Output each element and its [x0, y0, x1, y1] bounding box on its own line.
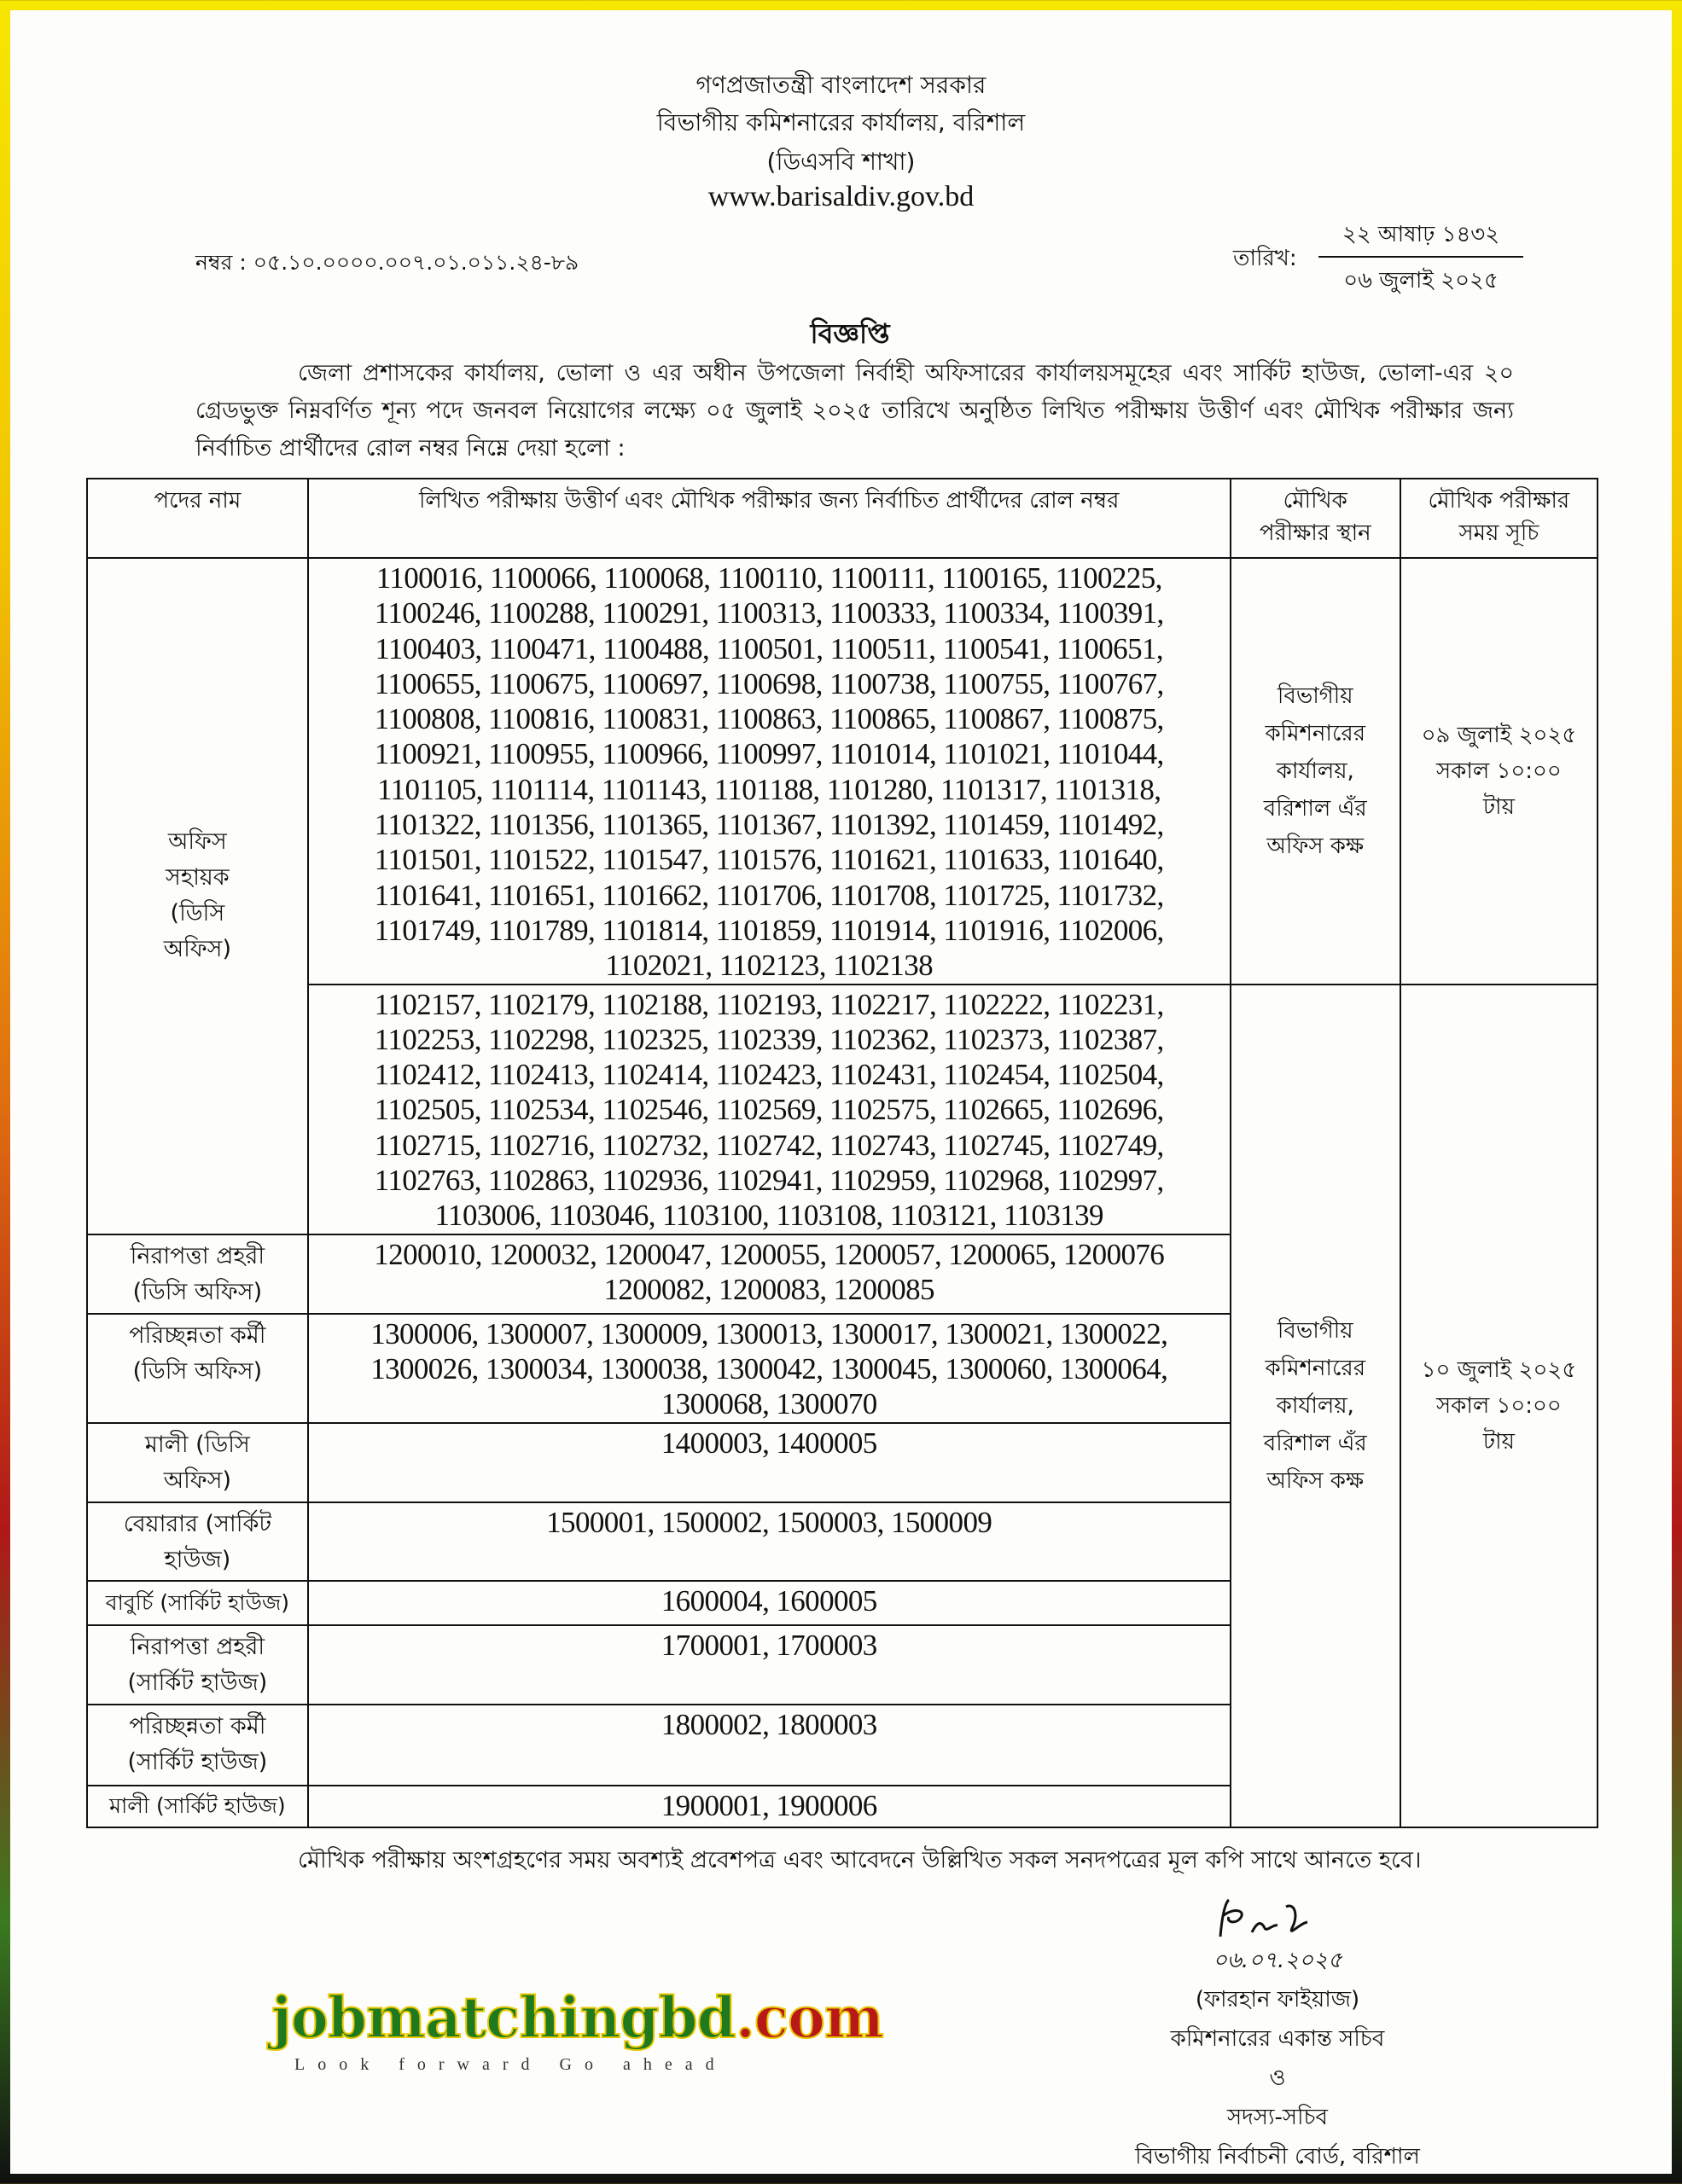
- roll-line: 1102505, 1102534, 1102546, 1102569, 1102575, 1102665, 1102696,: [374, 1093, 1164, 1127]
- roll-line: 1300006, 1300007, 1300009, 1300013, 1300017, 1300021, 1300022,: [370, 1316, 1168, 1350]
- roll-line: 1101641, 1101651, 1101662, 1101706, 1101708, 1101725, 1101732,: [374, 878, 1164, 912]
- roll-line: 1100655, 1100675, 1100697, 1100698, 1100738, 1100755, 1100767,: [374, 666, 1164, 700]
- roll-line: 1101501, 1101522, 1101547, 1101576, 1101621, 1101633, 1101640,: [374, 843, 1164, 877]
- roll-line: 1200082, 1200083, 1200085: [603, 1272, 934, 1306]
- roll-line: 1101749, 1101789, 1101814, 1101859, 1101914, 1101916, 1102006,: [374, 913, 1164, 947]
- notice-title: বিজ্ঞপ্তি: [810, 317, 890, 350]
- signatory-role: সদস্য-সচিব: [1226, 2104, 1329, 2130]
- roll-line: 1102021, 1102123, 1102138: [605, 949, 934, 983]
- roll-line: 1103006, 1103046, 1103100, 1103108, 1103121, 1103139: [434, 1199, 1103, 1233]
- roll-numbers: [308, 1786, 1231, 1827]
- post-name: পরিচ্ছন্নতা কর্মী (সার্কিট হাউজ): [87, 1705, 308, 1786]
- date-divider: [1318, 256, 1523, 258]
- roll-numbers: [308, 1625, 1231, 1705]
- header-schedule: মৌখিক পরীক্ষার সময় সূচি: [1400, 479, 1598, 558]
- post-name: বাবুর্চি (সার্কিট হাউজ): [87, 1581, 308, 1625]
- roll-numbers: [308, 1234, 1231, 1314]
- office-name: বিভাগীয় কমিশনারের কার্যালয়, বরিশাল: [656, 108, 1026, 136]
- website-link[interactable]: www.barisaldiv.gov.bd: [707, 181, 975, 212]
- header-post: পদের নাম: [87, 479, 308, 558]
- roll-line: 1300026, 1300034, 1300038, 1300042, 1300045, 1300060, 1300064,: [370, 1351, 1168, 1385]
- memo-number: নম্বর : ০৫.১০.০০০০.০০৭.০১.০১১.২৪-৮৯: [195, 250, 579, 275]
- post-name: নিরাপত্তা প্রহরী (সার্কিট হাউজ): [87, 1625, 308, 1705]
- header-rolls: লিখিত পরীক্ষায় উত্তীর্ণ এবং মৌখিক পরীক্ষার জন্য নির্বাচিত প্রার্থীদের রোল নম্বর: [308, 479, 1231, 558]
- roll-line: 1100246, 1100288, 1100291, 1100313, 1100333, 1100334, 1100391,: [374, 596, 1164, 630]
- logo-tagline: Look forward Go ahead: [294, 2055, 727, 2074]
- post-name: অফিস সহায়ক (ডিসি অফিস): [87, 558, 308, 1234]
- roll-numbers: [308, 985, 1231, 1234]
- roll-numbers: [308, 558, 1231, 985]
- table-row: [87, 558, 1598, 985]
- signatory-conjunction: ও: [1269, 2065, 1286, 2091]
- results-table: [86, 478, 1598, 1828]
- watermark-logo: [271, 1984, 883, 2051]
- roll-line: 1800002, 1800003: [661, 1707, 877, 1741]
- roll-numbers: [308, 1423, 1231, 1502]
- interview-venue: বিভাগীয় কমিশনারের কার্যালয়, বরিশাল এঁর অফিস কক্ষ: [1231, 985, 1400, 1827]
- date-english: ০৬ জুলাই ২০২৫: [1343, 268, 1499, 293]
- roll-numbers: [308, 1581, 1231, 1625]
- roll-line: 1100808, 1100816, 1100831, 1100863, 1100865, 1100867, 1100875,: [374, 702, 1164, 736]
- branch-name: (ডিএসবি শাখা): [766, 148, 916, 176]
- roll-line: 1102763, 1102863, 1102936, 1102941, 1102959, 1102968, 1102997,: [374, 1164, 1164, 1198]
- table-header-row: [87, 479, 1598, 558]
- post-name: নিরাপত্তা প্রহরী (ডিসি অফিস): [87, 1234, 308, 1314]
- date-label: তারিখ:: [1233, 246, 1297, 271]
- post-name: পরিচ্ছন্নতা কর্মী (ডিসি অফিস): [87, 1314, 308, 1423]
- roll-line: 1102253, 1102298, 1102325, 1102339, 1102362, 1102373, 1102387,: [374, 1022, 1164, 1056]
- roll-line: 1300068, 1300070: [661, 1387, 877, 1421]
- signatory-board: বিভাগীয় নির্বাচনী বোর্ড, বরিশাল: [1135, 2143, 1420, 2169]
- roll-line: 1700001, 1700003: [661, 1628, 877, 1662]
- roll-numbers: [308, 1705, 1231, 1786]
- roll-line: 1100016, 1100066, 1100068, 1100110, 1100111, 1100165, 1100225,: [375, 561, 1162, 595]
- roll-line: 1500001, 1500002, 1500003, 1500009: [546, 1505, 992, 1539]
- interview-venue: বিভাগীয় কমিশনারের কার্যালয়, বরিশাল এঁর অফিস কক্ষ: [1231, 558, 1400, 985]
- post-name: মালী (ডিসি অফিস): [87, 1423, 308, 1502]
- roll-line: 1400003, 1400005: [661, 1426, 877, 1460]
- roll-line: 1101105, 1101114, 1101143, 1101188, 1101280, 1101317, 1101318,: [376, 772, 1161, 806]
- roll-line: 1101322, 1101356, 1101365, 1101367, 1101392, 1101459, 1101492,: [374, 808, 1164, 842]
- signature-block: [1064, 1890, 1491, 2176]
- signature-date: ০৬.০৭.২০২৫: [1213, 1947, 1342, 1973]
- date-bangla: ২২ আষাঢ় ১৪৩২: [1342, 222, 1500, 247]
- roll-line: 1900001, 1900006: [661, 1788, 877, 1822]
- signature-mark-wrap: [1064, 1890, 1491, 1941]
- table-row: [87, 985, 1598, 1234]
- logo-brand: jobmatchingbd: [271, 1984, 736, 2051]
- roll-line: 1100403, 1100471, 1100488, 1100501, 1100511, 1100541, 1100651,: [375, 631, 1164, 665]
- roll-numbers: [308, 1502, 1231, 1581]
- notice-paragraph: জেলা প্রশাসকের কার্যালয়, ভোলা ও এর অধীন উপজেলা নির্বাহী অফিসারের কার্যালয়সমূহের এবং সার্কিট হাউজ, ভোলা-এর ২০ গ্রেডভুক্ত নিম্নবর্ণিত শূন্য পদে জনবল নিয়োগের লক্ষ্যে ০৫ জুলাই ২০২৫ তারিখে অনুষ্ঠিত লিখিত পরীক্ষায় উত্তীর্ণ এবং মৌখিক পরীক্ষার জন্য নির্বাচিত প্রার্থীদের রোল নম্বর নিম্নে দেয়া হলো :: [195, 360, 1514, 462]
- roll-line: 1600004, 1600005: [661, 1583, 877, 1618]
- roll-line: 1102715, 1102716, 1102732, 1102742, 1102743, 1102745, 1102749,: [374, 1128, 1164, 1162]
- interview-schedule: ০৯ জুলাই ২০২৫ সকাল ১০:০০ টায়: [1400, 558, 1598, 985]
- post-name: মালী (সার্কিট হাউজ): [87, 1786, 308, 1827]
- roll-line: 1200010, 1200032, 1200047, 1200055, 1200057, 1200065, 1200076: [374, 1237, 1165, 1271]
- roll-line: 1100921, 1100955, 1100966, 1100997, 1101014, 1101021, 1101044,: [374, 737, 1164, 771]
- govt-name: গণপ্রজাতন্ত্রী বাংলাদেশ সরকার: [695, 71, 987, 99]
- roll-line: 1102157, 1102179, 1102188, 1102193, 1102217, 1102222, 1102231,: [374, 987, 1164, 1021]
- signatory-name: (ফারহান ফাইয়াজ): [1195, 1986, 1360, 2013]
- roll-line: 1102412, 1102413, 1102414, 1102423, 1102431, 1102454, 1102504,: [374, 1058, 1164, 1092]
- signatory-designation: কমিশনারের একান্ত সচিব: [1170, 2025, 1385, 2052]
- roll-numbers: [308, 1314, 1231, 1423]
- signature-mark: [1213, 1890, 1342, 1941]
- interview-schedule: ১০ জুলাই ২০২৫ সকাল ১০:০০ টায়: [1400, 985, 1598, 1827]
- footnote: মৌখিক পরীক্ষায় অংশগ্রহণের সময় অবশ্যই প্রবেশপত্র এবং আবেদনে উল্লিখিত সকল সনদপত্রের মূল কপি সাথে আনতে হবে।: [298, 1846, 1422, 1873]
- post-name: বেয়ারার (সার্কিট হাউজ): [87, 1502, 308, 1581]
- header-venue: মৌখিক পরীক্ষার স্থান: [1231, 479, 1400, 558]
- notice-body: [105, 355, 1577, 2176]
- logo-tld: .com: [735, 1984, 883, 2051]
